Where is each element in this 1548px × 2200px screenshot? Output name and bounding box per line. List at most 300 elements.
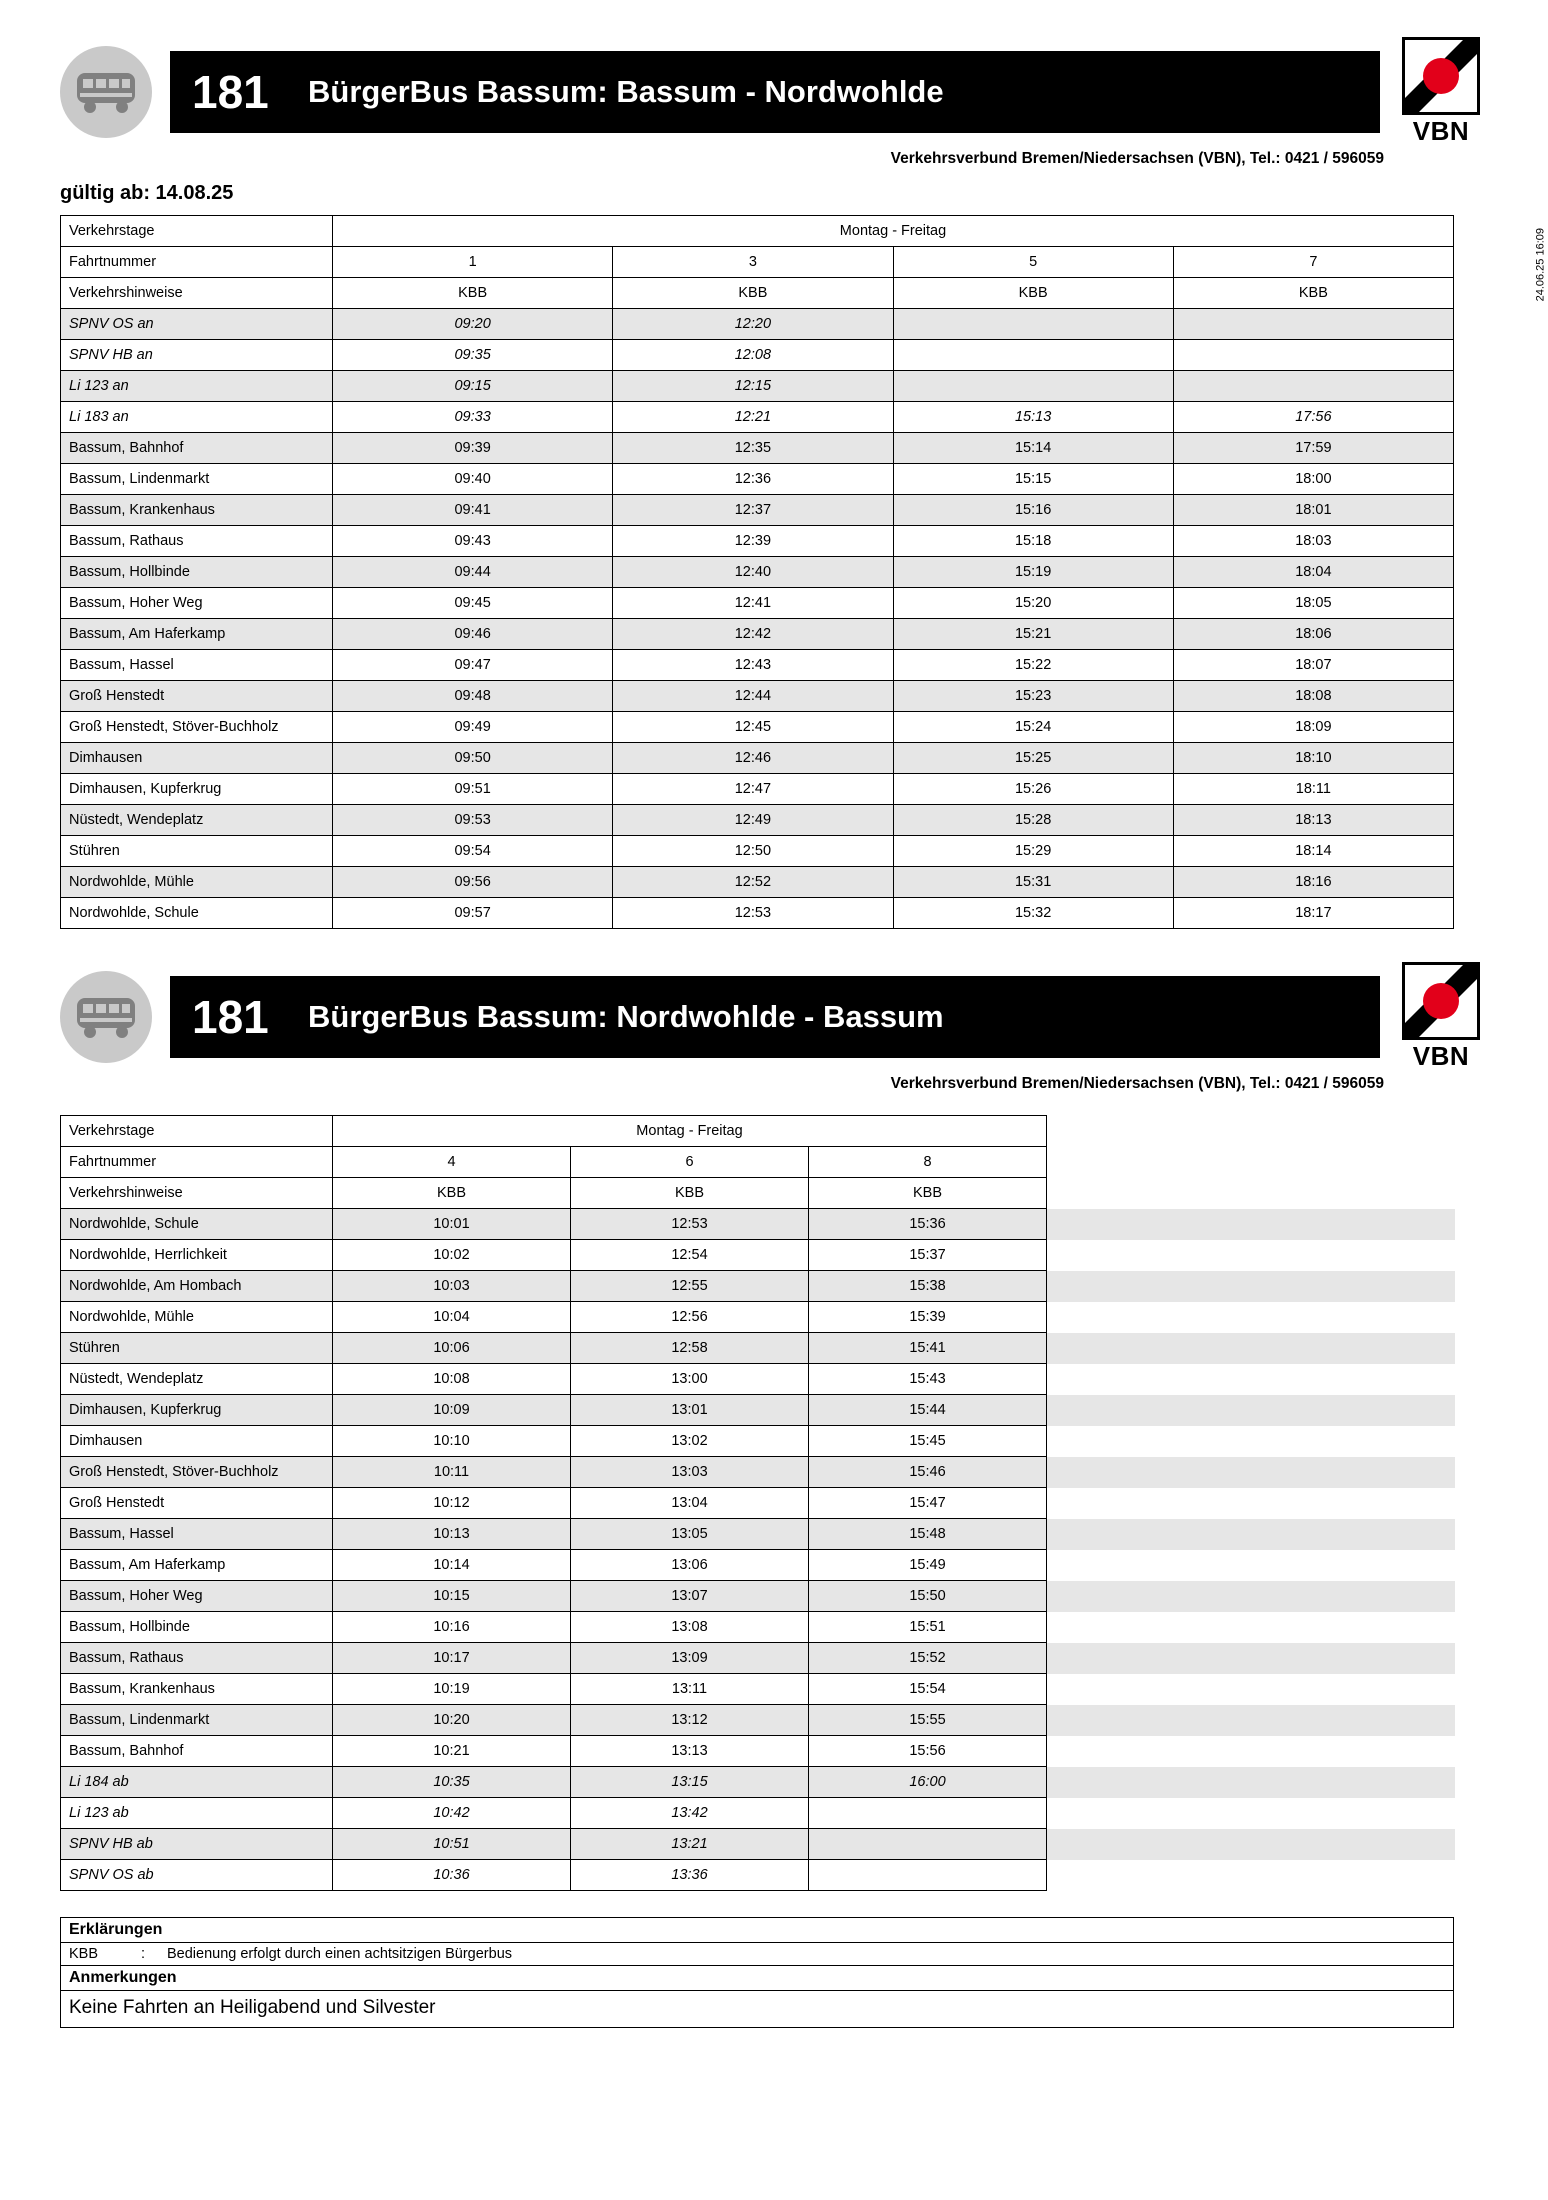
- spacer-cell: [1047, 1798, 1455, 1829]
- table-row: [61, 588, 1454, 619]
- label-verkehrstage-2: Verkehrstage: [61, 1116, 333, 1147]
- footer-note: Keine Fahrten an Heiligabend und Silvester: [69, 1997, 436, 2018]
- table-row: [61, 898, 1454, 929]
- table-row: [61, 1767, 1455, 1798]
- table-row: [61, 1302, 1455, 1333]
- departure-time: 12:36: [613, 464, 893, 495]
- departure-time: 12:35: [613, 433, 893, 464]
- departure-time: 15:15: [893, 464, 1173, 495]
- departure-time: 10:19: [333, 1674, 571, 1705]
- departure-time: 13:07: [571, 1581, 809, 1612]
- vbn-mark-2: [1402, 962, 1480, 1040]
- stop-name: Nordwohlde, Schule: [61, 1209, 333, 1240]
- table-row: [61, 1240, 1455, 1271]
- departure-time: 12:44: [613, 681, 893, 712]
- table-row: [61, 1581, 1455, 1612]
- departure-time: 12:56: [571, 1302, 809, 1333]
- table-row: [61, 1829, 1455, 1860]
- departure-time: 12:42: [613, 619, 893, 650]
- table-row: [61, 1426, 1455, 1457]
- departure-time: 17:56: [1173, 402, 1453, 433]
- stop-name: SPNV HB ab: [61, 1829, 333, 1860]
- stop-name: Bassum, Hoher Weg: [61, 1581, 333, 1612]
- vbn-mark-svg-2: [1405, 965, 1477, 1037]
- footer-kbb-code: KBB: [69, 1946, 99, 1962]
- stop-name: Bassum, Krankenhaus: [61, 1674, 333, 1705]
- departure-time: 10:01: [333, 1209, 571, 1240]
- departure-time: 10:14: [333, 1550, 571, 1581]
- hint-cell: KBB: [333, 278, 613, 309]
- stop-name: Li 183 an: [61, 402, 333, 433]
- departure-time: [809, 1798, 1047, 1829]
- table-row: [61, 309, 1454, 340]
- departure-time: 15:25: [893, 743, 1173, 774]
- departure-time: 09:35: [333, 340, 613, 371]
- departure-time: 09:15: [333, 371, 613, 402]
- table-row: [61, 1209, 1455, 1240]
- table-row: [61, 1612, 1455, 1643]
- spacer-cell: [1047, 1240, 1455, 1271]
- stop-name: Bassum, Bahnhof: [61, 1736, 333, 1767]
- table-row: [61, 1519, 1455, 1550]
- table-row: [61, 340, 1454, 371]
- departure-time: 15:19: [893, 557, 1173, 588]
- departure-time: [1173, 371, 1453, 402]
- departure-time: 15:43: [809, 1364, 1047, 1395]
- departure-time: 10:04: [333, 1302, 571, 1333]
- stop-name: Dimhausen: [61, 743, 333, 774]
- departure-time: 18:05: [1173, 588, 1453, 619]
- stop-name: Bassum, Krankenhaus: [61, 495, 333, 526]
- departure-time: 15:14: [893, 433, 1173, 464]
- hint-cell: KBB: [571, 1178, 809, 1209]
- departure-time: 13:02: [571, 1426, 809, 1457]
- print-code: 24.06.25 16:09: [1534, 228, 1546, 302]
- departure-time: 15:48: [809, 1519, 1047, 1550]
- bus-glyph-svg: [75, 69, 137, 115]
- vbn-mark-1: [1402, 37, 1480, 115]
- stop-name: Bassum, Am Haferkamp: [61, 619, 333, 650]
- table-row: [61, 681, 1454, 712]
- departure-time: 13:06: [571, 1550, 809, 1581]
- trip-number: 3: [613, 247, 893, 278]
- stop-name: Dimhausen, Kupferkrug: [61, 1395, 333, 1426]
- departure-time: 10:15: [333, 1581, 571, 1612]
- departure-time: 13:36: [571, 1860, 809, 1891]
- departure-time: 15:28: [893, 805, 1173, 836]
- line-title-1: BürgerBus Bassum: Bassum - Nordwohlde: [308, 74, 944, 109]
- table-row: [61, 743, 1454, 774]
- bus-glyph-svg: [75, 994, 137, 1040]
- footer-title-anmerkungen: Anmerkungen: [61, 1966, 1453, 1991]
- stop-name: Nordwohlde, Herrlichkeit: [61, 1240, 333, 1271]
- departure-time: 10:20: [333, 1705, 571, 1736]
- line-title-2: BürgerBus Bassum: Nordwohlde - Bassum: [308, 999, 944, 1034]
- stop-name: Stühren: [61, 836, 333, 867]
- operator-line-1: Verkehrsverbund Bremen/Niedersachsen (VBN), Tel.: 0421 / 596059: [890, 150, 1384, 167]
- timetable-1-body: [61, 216, 1454, 929]
- departure-time: 10:10: [333, 1426, 571, 1457]
- departure-time: 15:29: [893, 836, 1173, 867]
- label-verkehrshinweise-1: Verkehrshinweise: [61, 278, 333, 309]
- stop-name: Nordwohlde, Mühle: [61, 1302, 333, 1333]
- header-row-hints: [61, 1178, 1455, 1209]
- departure-time: 13:01: [571, 1395, 809, 1426]
- table-row: [61, 495, 1454, 526]
- stop-name: Bassum, Lindenmarkt: [61, 1705, 333, 1736]
- vbn-logo-1: [1394, 37, 1488, 147]
- departure-time: 13:42: [571, 1798, 809, 1829]
- departure-time: 12:50: [613, 836, 893, 867]
- departure-time: 18:07: [1173, 650, 1453, 681]
- departure-time: 10:17: [333, 1643, 571, 1674]
- stop-name: Groß Henstedt, Stöver-Buchholz: [61, 1457, 333, 1488]
- departure-time: 15:44: [809, 1395, 1047, 1426]
- departure-time: 18:06: [1173, 619, 1453, 650]
- section-header-2: [60, 965, 1488, 1069]
- stop-name: Nordwohlde, Mühle: [61, 867, 333, 898]
- departure-time: 09:43: [333, 526, 613, 557]
- departure-time: 12:40: [613, 557, 893, 588]
- departure-time: 10:06: [333, 1333, 571, 1364]
- departure-time: 12:20: [613, 309, 893, 340]
- departure-time: 10:21: [333, 1736, 571, 1767]
- departure-time: 18:09: [1173, 712, 1453, 743]
- spacer-cell: [1047, 1426, 1455, 1457]
- spacer-cell: [1047, 1705, 1455, 1736]
- table-row: [61, 1643, 1455, 1674]
- departure-time: 15:38: [809, 1271, 1047, 1302]
- trip-number: 1: [333, 247, 613, 278]
- departure-time: [809, 1860, 1047, 1891]
- table-row: [61, 774, 1454, 805]
- stop-name: Bassum, Lindenmarkt: [61, 464, 333, 495]
- table-row: [61, 619, 1454, 650]
- departure-time: 16:00: [809, 1767, 1047, 1798]
- table-row: [61, 433, 1454, 464]
- departure-time: 18:16: [1173, 867, 1453, 898]
- hint-cell: KBB: [893, 278, 1173, 309]
- footer-kbb-colon: :: [141, 1946, 146, 1962]
- label-fahrtnummer-1: Fahrtnummer: [61, 247, 333, 278]
- timetable-1: [60, 215, 1454, 929]
- departure-time: 10:08: [333, 1364, 571, 1395]
- header-row-traffic-days: [61, 1116, 1455, 1147]
- departure-time: 13:13: [571, 1736, 809, 1767]
- departure-time: 12:53: [613, 898, 893, 929]
- departure-time: 09:57: [333, 898, 613, 929]
- table-row: [61, 1860, 1455, 1891]
- stop-name: Groß Henstedt, Stöver-Buchholz: [61, 712, 333, 743]
- departure-time: 18:08: [1173, 681, 1453, 712]
- departure-time: 12:43: [613, 650, 893, 681]
- stop-name: Li 123 an: [61, 371, 333, 402]
- table-row: [61, 1674, 1455, 1705]
- departure-time: 15:22: [893, 650, 1173, 681]
- departure-time: 09:20: [333, 309, 613, 340]
- departure-time: 15:36: [809, 1209, 1047, 1240]
- spacer-cell: [1047, 1519, 1455, 1550]
- bus-icon: [60, 46, 152, 138]
- spacer-cell: [1047, 1581, 1455, 1612]
- departure-time: 13:04: [571, 1488, 809, 1519]
- vbn-text-1: VBN: [1412, 116, 1470, 146]
- departure-time: 12:53: [571, 1209, 809, 1240]
- hint-cell: KBB: [1173, 278, 1453, 309]
- departure-time: 12:52: [613, 867, 893, 898]
- label-fahrtnummer-2: Fahrtnummer: [61, 1147, 333, 1178]
- spacer-cell: [1047, 1860, 1455, 1891]
- departure-time: 13:11: [571, 1674, 809, 1705]
- departure-time: 15:50: [809, 1581, 1047, 1612]
- stop-name: Bassum, Hollbinde: [61, 557, 333, 588]
- stop-name: Dimhausen, Kupferkrug: [61, 774, 333, 805]
- footer-kbb-row: [61, 1943, 1453, 1966]
- spacer-cell: [1047, 1674, 1455, 1705]
- spacer-cell: [1047, 1612, 1455, 1643]
- departure-time: 13:21: [571, 1829, 809, 1860]
- departure-time: 12:55: [571, 1271, 809, 1302]
- stop-name: SPNV OS an: [61, 309, 333, 340]
- departure-time: 12:58: [571, 1333, 809, 1364]
- departure-time: 15:47: [809, 1488, 1047, 1519]
- hint-cell: KBB: [613, 278, 893, 309]
- footer-box: [60, 1917, 1454, 2028]
- stop-name: Bassum, Hoher Weg: [61, 588, 333, 619]
- spacer-cell: [1047, 1643, 1455, 1674]
- bus-icon: [60, 971, 152, 1063]
- table-row: [61, 650, 1454, 681]
- line-number-1: 181: [192, 66, 269, 118]
- table-row: [61, 557, 1454, 588]
- spacer-cell: [1047, 1302, 1455, 1333]
- departure-time: 09:47: [333, 650, 613, 681]
- departure-time: 10:13: [333, 1519, 571, 1550]
- departure-time: 09:48: [333, 681, 613, 712]
- departure-time: 15:39: [809, 1302, 1047, 1333]
- header-row-trip-numbers: [61, 247, 1454, 278]
- departure-time: 12:39: [613, 526, 893, 557]
- departure-time: 15:45: [809, 1426, 1047, 1457]
- departure-time: [893, 340, 1173, 371]
- departure-time: 18:04: [1173, 557, 1453, 588]
- departure-time: 12:37: [613, 495, 893, 526]
- operator-line-2: Verkehrsverbund Bremen/Niedersachsen (VBN), Tel.: 0421 / 596059: [890, 1075, 1384, 1092]
- table-row: [61, 1271, 1455, 1302]
- departure-time: 15:31: [893, 867, 1173, 898]
- departure-time: 13:08: [571, 1612, 809, 1643]
- departure-time: 10:35: [333, 1767, 571, 1798]
- hint-cell: KBB: [333, 1178, 571, 1209]
- spacer-cell: [1047, 1829, 1455, 1860]
- trip-number: 5: [893, 247, 1173, 278]
- spacer-cell: [1047, 1395, 1455, 1426]
- stop-name: Bassum, Am Haferkamp: [61, 1550, 333, 1581]
- departure-time: 15:24: [893, 712, 1173, 743]
- departure-time: 18:00: [1173, 464, 1453, 495]
- stop-name: Li 123 ab: [61, 1798, 333, 1829]
- stop-name: Nüstedt, Wendeplatz: [61, 1364, 333, 1395]
- departure-time: 10:11: [333, 1457, 571, 1488]
- departure-time: 12:21: [613, 402, 893, 433]
- departure-time: 13:12: [571, 1705, 809, 1736]
- departure-time: 15:18: [893, 526, 1173, 557]
- departure-time: 17:59: [1173, 433, 1453, 464]
- departure-time: 12:47: [613, 774, 893, 805]
- spacer-cell: [1047, 1271, 1455, 1302]
- label-verkehrshinweise-2: Verkehrshinweise: [61, 1178, 333, 1209]
- departure-time: 12:08: [613, 340, 893, 371]
- departure-time: 12:15: [613, 371, 893, 402]
- departure-time: 09:54: [333, 836, 613, 867]
- stop-name: Bassum, Hassel: [61, 1519, 333, 1550]
- departure-time: 18:11: [1173, 774, 1453, 805]
- trip-number: 7: [1173, 247, 1453, 278]
- departure-time: 15:54: [809, 1674, 1047, 1705]
- departure-time: 15:32: [893, 898, 1173, 929]
- departure-time: 15:16: [893, 495, 1173, 526]
- departure-time: 15:56: [809, 1736, 1047, 1767]
- header-row-trip-numbers: [61, 1147, 1455, 1178]
- footer-kbb-text: Bedienung erfolgt durch einen achtsitzigen Bürgerbus: [167, 1946, 513, 1962]
- stop-name: Groß Henstedt: [61, 681, 333, 712]
- departure-time: 09:50: [333, 743, 613, 774]
- stop-name: Nüstedt, Wendeplatz: [61, 805, 333, 836]
- trip-number: 8: [809, 1147, 1047, 1178]
- stop-name: Dimhausen: [61, 1426, 333, 1457]
- value-verkehrstage-1: Montag - Freitag: [333, 216, 1454, 247]
- departure-time: 15:41: [809, 1333, 1047, 1364]
- line-banner-1: [170, 51, 1380, 133]
- departure-time: 13:00: [571, 1364, 809, 1395]
- departure-time: 18:14: [1173, 836, 1453, 867]
- departure-time: 18:13: [1173, 805, 1453, 836]
- departure-time: 18:03: [1173, 526, 1453, 557]
- spacer-cell: [1047, 1333, 1455, 1364]
- vbn-text-2: VBN: [1412, 1041, 1470, 1071]
- departure-time: 09:53: [333, 805, 613, 836]
- departure-time: 12:49: [613, 805, 893, 836]
- departure-time: 09:41: [333, 495, 613, 526]
- spacer-cell: [1047, 1209, 1455, 1240]
- departure-time: 10:16: [333, 1612, 571, 1643]
- timetable-2: [60, 1115, 1455, 1891]
- stop-name: Bassum, Rathaus: [61, 526, 333, 557]
- table-row: [61, 1488, 1455, 1519]
- departure-time: 10:03: [333, 1271, 571, 1302]
- departure-time: 12:41: [613, 588, 893, 619]
- departure-time: 09:45: [333, 588, 613, 619]
- table-row: [61, 1550, 1455, 1581]
- departure-time: 15:37: [809, 1240, 1047, 1271]
- trip-number: 4: [333, 1147, 571, 1178]
- departure-time: 12:45: [613, 712, 893, 743]
- table-row: [61, 1395, 1455, 1426]
- spacer-cell: [1047, 1736, 1455, 1767]
- departure-time: 12:54: [571, 1240, 809, 1271]
- valid-from: gültig ab: 14.08.25: [60, 182, 234, 204]
- table-row: [61, 805, 1454, 836]
- stop-name: Nordwohlde, Am Hombach: [61, 1271, 333, 1302]
- table-row: [61, 1705, 1455, 1736]
- departure-time: 15:26: [893, 774, 1173, 805]
- section-header-1: [60, 40, 1488, 144]
- table-row: [61, 526, 1454, 557]
- stop-name: Bassum, Hassel: [61, 650, 333, 681]
- departure-time: 09:40: [333, 464, 613, 495]
- departure-time: 09:51: [333, 774, 613, 805]
- departure-time: [1173, 340, 1453, 371]
- departure-time: [893, 371, 1173, 402]
- line-banner-2: [170, 976, 1380, 1058]
- departure-time: 18:10: [1173, 743, 1453, 774]
- timetable-2-body: [61, 1116, 1455, 1891]
- departure-time: 15:49: [809, 1550, 1047, 1581]
- departure-time: 15:13: [893, 402, 1173, 433]
- departure-time: 10:42: [333, 1798, 571, 1829]
- table-row: [61, 371, 1454, 402]
- departure-time: 15:21: [893, 619, 1173, 650]
- spacer-cell: [1047, 1488, 1455, 1519]
- table-row: [61, 836, 1454, 867]
- stop-name: Bassum, Bahnhof: [61, 433, 333, 464]
- departure-time: [1173, 309, 1453, 340]
- departure-time: 15:55: [809, 1705, 1047, 1736]
- departure-time: 09:39: [333, 433, 613, 464]
- stop-name: SPNV OS ab: [61, 1860, 333, 1891]
- table-row: [61, 1364, 1455, 1395]
- departure-time: 10:02: [333, 1240, 571, 1271]
- departure-time: 10:36: [333, 1860, 571, 1891]
- departure-time: 12:46: [613, 743, 893, 774]
- departure-time: 10:12: [333, 1488, 571, 1519]
- stop-name: Groß Henstedt: [61, 1488, 333, 1519]
- departure-time: 10:51: [333, 1829, 571, 1860]
- header-row-traffic-days: [61, 216, 1454, 247]
- table-row: [61, 1457, 1455, 1488]
- table-row: [61, 402, 1454, 433]
- table-row: [61, 464, 1454, 495]
- vbn-mark-svg-1: [1405, 40, 1477, 112]
- departure-time: 09:33: [333, 402, 613, 433]
- departure-time: 18:17: [1173, 898, 1453, 929]
- spacer-cell: [1047, 1767, 1455, 1798]
- departure-time: 09:56: [333, 867, 613, 898]
- table-row: [61, 1798, 1455, 1829]
- vbn-logo-2: [1394, 962, 1488, 1072]
- departure-time: 09:49: [333, 712, 613, 743]
- trip-number: 6: [571, 1147, 809, 1178]
- table-row: [61, 1333, 1455, 1364]
- departure-time: [809, 1829, 1047, 1860]
- departure-time: 15:52: [809, 1643, 1047, 1674]
- spacer-cell: [1047, 1364, 1455, 1395]
- table-row: [61, 1736, 1455, 1767]
- label-verkehrstage-1: Verkehrstage: [61, 216, 333, 247]
- table-row: [61, 867, 1454, 898]
- stop-name: Bassum, Rathaus: [61, 1643, 333, 1674]
- stop-name: Bassum, Hollbinde: [61, 1612, 333, 1643]
- departure-time: 15:20: [893, 588, 1173, 619]
- stop-name: Li 184 ab: [61, 1767, 333, 1798]
- departure-time: 18:01: [1173, 495, 1453, 526]
- departure-time: 13:09: [571, 1643, 809, 1674]
- departure-time: 09:44: [333, 557, 613, 588]
- table-row: [61, 712, 1454, 743]
- line-number-2: 181: [192, 991, 269, 1043]
- departure-time: 13:15: [571, 1767, 809, 1798]
- hint-cell: KBB: [809, 1178, 1047, 1209]
